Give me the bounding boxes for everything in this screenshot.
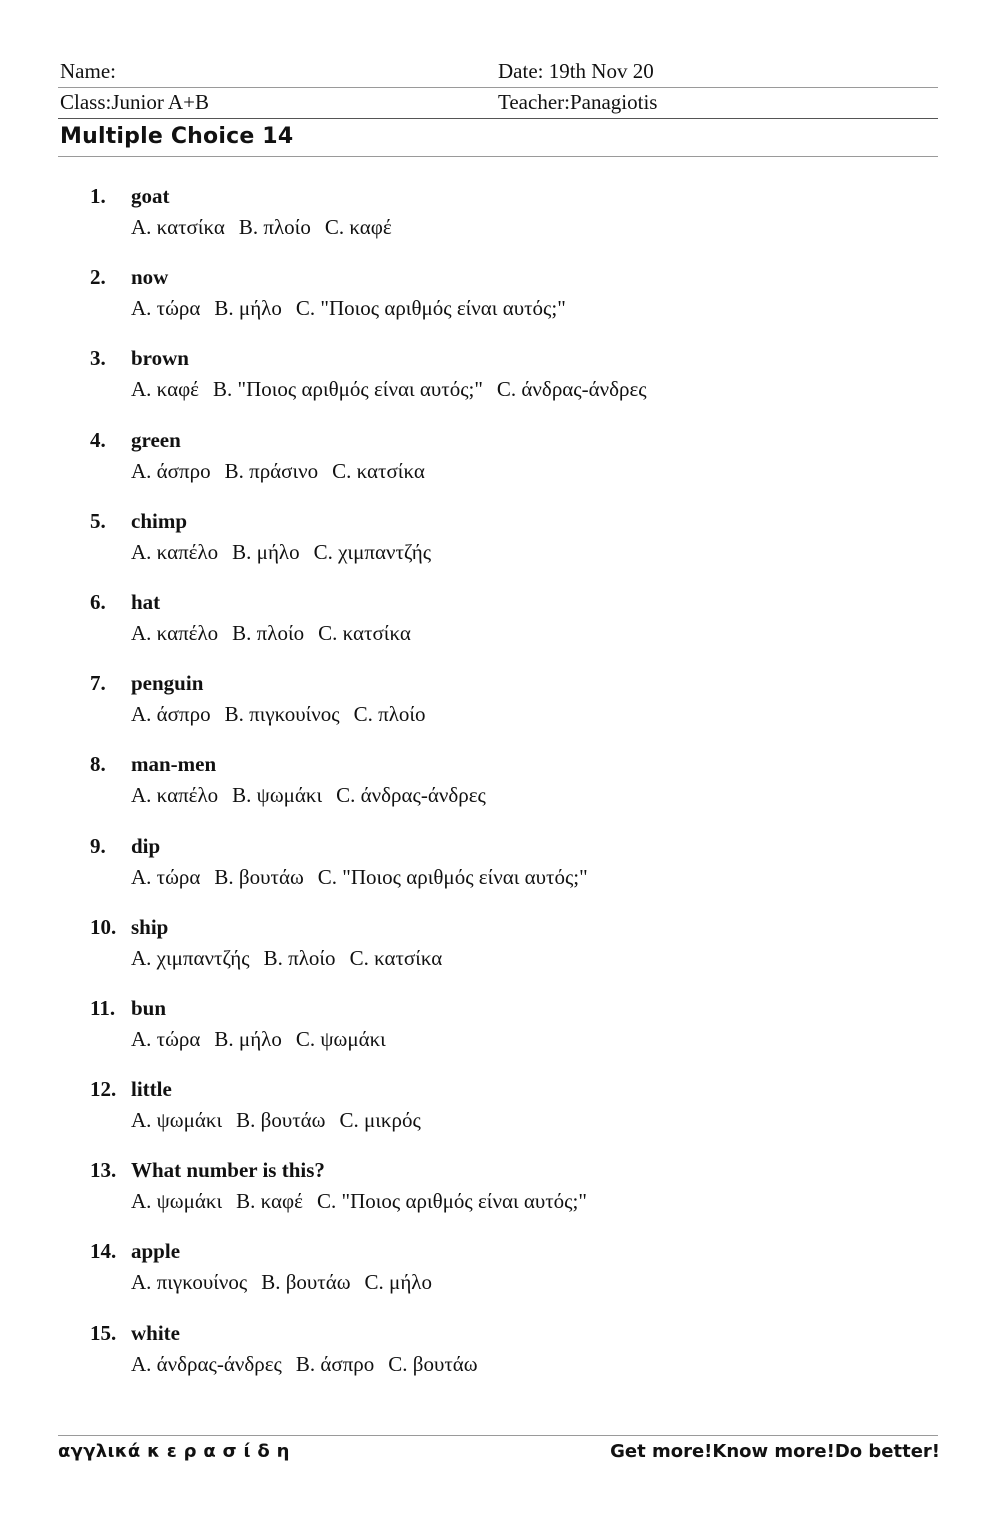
question-word: brown — [131, 346, 189, 371]
footer-divider — [58, 1435, 938, 1436]
option-c[interactable]: C. μήλο — [364, 1270, 432, 1295]
option-b[interactable]: B. βουτάω — [214, 864, 304, 889]
option-c[interactable]: C. "Ποιος αριθμός είναι αυτός;" — [317, 1189, 587, 1214]
question-word: green — [131, 427, 181, 452]
option-a[interactable]: A. άσπρο — [131, 702, 211, 727]
option-c[interactable]: C. "Ποιος αριθμός είναι αυτός;" — [317, 864, 588, 889]
option-c[interactable]: C. άνδρας-άνδρες — [496, 377, 647, 402]
question-word: penguin — [131, 671, 204, 696]
title-row — [58, 120, 938, 157]
question-item — [0, 424, 1000, 505]
question-number: 4. — [90, 427, 106, 452]
answer-options — [131, 1270, 446, 1295]
option-b[interactable]: B. μήλο — [214, 1026, 282, 1051]
question-item — [0, 830, 1000, 911]
option-a[interactable]: A. ψωμάκι — [131, 1189, 223, 1214]
question-word: ship — [131, 914, 169, 939]
question-word: little — [131, 1077, 172, 1102]
question-number: 5. — [90, 508, 106, 533]
question-item — [0, 180, 1000, 261]
header-row-1 — [58, 57, 938, 88]
option-b[interactable]: B. πράσινο — [224, 458, 319, 483]
question-item — [0, 667, 1000, 748]
option-b[interactable]: B. ψωμάκι — [232, 783, 323, 808]
question-word: goat — [131, 184, 170, 208]
option-a[interactable]: A. άνδρας-άνδρες — [131, 1351, 282, 1376]
option-c[interactable]: C. ψωμάκι — [295, 1026, 386, 1051]
option-a[interactable]: A. τώρα — [131, 864, 201, 889]
question-word: apple — [131, 1239, 181, 1264]
option-a[interactable]: A. πιγκουίνος — [131, 1270, 248, 1295]
question-number: 10. — [90, 914, 117, 939]
option-c[interactable]: C. άνδρας-άνδρες — [336, 783, 486, 808]
option-c[interactable]: C. κατσίκα — [318, 620, 411, 645]
option-c[interactable]: C. πλοίο — [353, 702, 426, 727]
option-b[interactable]: B. καφέ — [236, 1189, 303, 1214]
option-b[interactable]: B. βουτάω — [236, 1108, 326, 1133]
question-word: man-men — [131, 752, 217, 777]
option-c[interactable]: C. χιμπαντζής — [313, 539, 432, 564]
option-a[interactable]: A. καφέ — [131, 377, 200, 402]
answer-options — [131, 377, 661, 402]
answer-options — [131, 865, 602, 890]
question-item — [0, 748, 1000, 829]
option-b[interactable]: B. μήλο — [232, 539, 300, 564]
answer-options — [131, 540, 445, 565]
answer-options — [131, 621, 425, 646]
date-label: Date: 19th Nov 20 — [498, 59, 654, 83]
question-word: dip — [131, 833, 161, 858]
question-item — [0, 1317, 1000, 1398]
name-label: Name: — [60, 59, 116, 83]
option-c[interactable]: C. καφέ — [324, 215, 392, 239]
question-word: chimp — [131, 508, 188, 533]
answer-options — [131, 1352, 492, 1377]
question-number: 11. — [90, 995, 116, 1020]
option-b[interactable]: B. πλοίο — [232, 620, 305, 645]
question-item — [0, 992, 1000, 1073]
option-b[interactable]: B. "Ποιος αριθμός είναι αυτός;" — [213, 377, 483, 402]
question-item — [0, 1154, 1000, 1235]
question-number: 15. — [90, 1320, 117, 1345]
question-item — [0, 261, 1000, 342]
option-a[interactable]: A. καπέλο — [131, 620, 219, 645]
footer-brand: αγγλικά κ ε ρ α σ ί δ η — [58, 1441, 290, 1462]
option-b[interactable]: B. πλοίο — [238, 215, 311, 239]
question-number: 6. — [90, 589, 106, 614]
option-b[interactable]: B. άσπρο — [295, 1351, 375, 1376]
class-label: Class:Junior A+B — [60, 90, 209, 114]
answer-options — [131, 1027, 400, 1052]
answer-options — [131, 459, 439, 484]
question-word: hat — [131, 589, 161, 614]
option-a[interactable]: A. ψωμάκι — [131, 1108, 223, 1133]
option-c[interactable]: C. "Ποιος αριθμός είναι αυτός;" — [295, 296, 566, 321]
option-c[interactable]: C. κατσίκα — [349, 945, 443, 970]
question-number: 2. — [90, 265, 106, 290]
header-row-2 — [58, 88, 938, 119]
question-number: 14. — [90, 1239, 117, 1264]
question-number: 8. — [90, 752, 106, 777]
option-c[interactable]: C. κατσίκα — [332, 458, 425, 483]
question-item — [0, 1235, 1000, 1316]
question-number: 3. — [90, 346, 106, 371]
option-a[interactable]: A. καπέλο — [131, 539, 219, 564]
question-list — [0, 180, 1000, 1398]
page-title: Multiple Choice 14 — [60, 124, 294, 149]
option-b[interactable]: B. πιγκουίνος — [224, 702, 340, 727]
option-b[interactable]: B. πλοίο — [263, 945, 336, 970]
question-word: What number is this? — [131, 1158, 325, 1183]
question-item — [0, 1073, 1000, 1154]
question-number: 12. — [90, 1077, 117, 1102]
teacher-label: Teacher:Panagiotis — [498, 90, 658, 114]
question-number: 1. — [90, 184, 106, 208]
question-number: 7. — [90, 671, 106, 696]
option-a[interactable]: A. τώρα — [131, 296, 201, 321]
option-a[interactable]: A. χιμπαντζής — [131, 945, 250, 970]
answer-options — [131, 946, 456, 971]
option-c[interactable]: C. βουτάω — [388, 1351, 478, 1376]
answer-options — [131, 1108, 435, 1133]
question-number: 9. — [90, 833, 106, 858]
answer-options — [131, 215, 406, 240]
question-item — [0, 505, 1000, 586]
question-item — [0, 911, 1000, 992]
answer-options — [131, 783, 500, 808]
question-item — [0, 342, 1000, 423]
answer-options — [131, 296, 580, 321]
question-word: now — [131, 265, 169, 290]
option-b[interactable]: B. βουτάω — [261, 1270, 351, 1295]
option-a[interactable]: A. κατσίκα — [131, 215, 225, 239]
footer-slogan: Get more!Know more!Do better! — [610, 1441, 940, 1462]
option-a[interactable]: A. άσπρο — [131, 458, 211, 483]
question-number: 13. — [90, 1158, 117, 1183]
option-a[interactable]: A. καπέλο — [131, 783, 219, 808]
option-a[interactable]: A. τώρα — [131, 1026, 201, 1051]
option-c[interactable]: C. μικρός — [339, 1108, 421, 1133]
question-word: bun — [131, 995, 167, 1020]
answer-options — [131, 702, 440, 727]
answer-options — [131, 1189, 601, 1214]
option-b[interactable]: B. μήλο — [214, 296, 282, 321]
question-item — [0, 586, 1000, 667]
question-word: white — [131, 1320, 180, 1345]
